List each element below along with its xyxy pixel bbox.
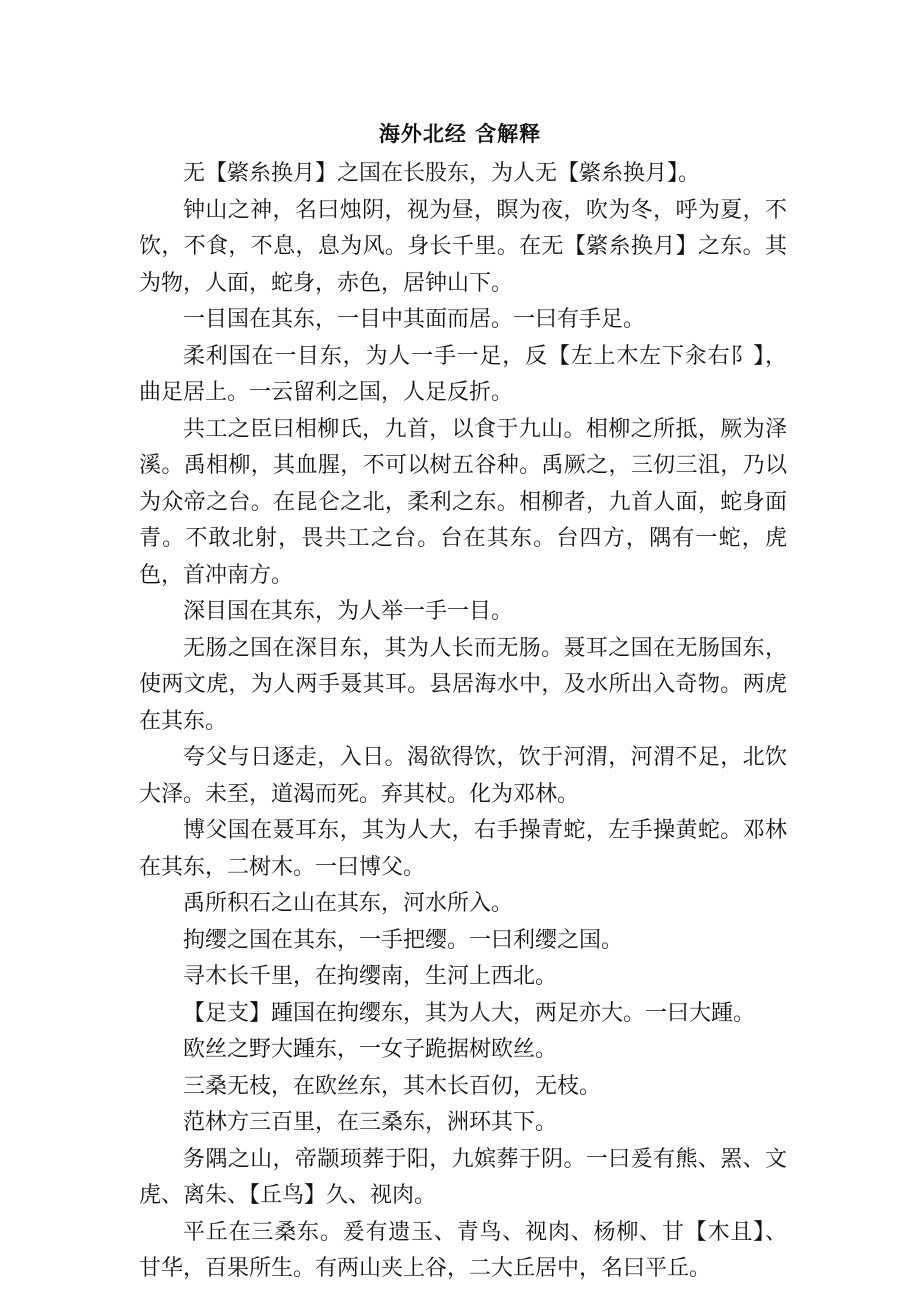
paragraph: 务隅之山，帝颛顼葬于阳，九嫔葬于阴。一曰爰有熊、罴、文虎、离朱、【丘鸟】久、视肉。 [139,1146,787,1208]
paragraph: 禹所积石之山在其东，河水所入。 [183,891,514,916]
paragraph: 平丘在三桑东。爰有遗玉、青鸟、视肉、杨柳、甘【木且】、甘华，百果所生。有两山夹上谷，二大丘居中，名曰平丘。 [139,1219,787,1281]
paragraph: 欧丝之野大踵东，一女子跪据树欧丝。 [183,1037,558,1062]
paragraph: 一目国在其东，一目中其面而居。一曰有手足。 [183,307,646,332]
paragraph: 拘缨之国在其东，一手把缨。一曰利缨之国。 [183,927,624,953]
paragraph: 无【綮糸换月】之国在长股东，为人无【綮糸换月】。 [183,161,701,186]
paragraph: 三桑无枝，在欧丝东，其木长百仞，无枝。 [183,1073,602,1099]
paragraph: 柔利国在一目东，为人一手一足，反【左上木左下汆右阝】，曲足居上。一云留利之国，人足反折。 [139,343,787,405]
paragraph: 钟山之神，名曰烛阴，视为昼，瞑为夜，吹为冬，呼为夏，不饮，不食，不息，息为风。身长千里。在无【綮糸换月】之东。其为物，人面，蛇身，赤色，居钟山下。 [139,197,787,296]
paragraph: 寻木长千里，在拘缨南，生河上西北。 [183,964,558,989]
document-title: 海外北经 含解释 [378,121,542,146]
paragraph: 【足支】踵国在拘缨东，其为人大，两足亦大。一曰大踵。 [183,1000,756,1026]
paragraph: 无肠之国在深目东，其为人长而无肠。聂耳之国在无肠国东，使两文虎，为人两手聂其耳。县居海水中，及水所出入奇物。两虎在其东。 [139,635,787,734]
paragraph: 范林方三百里，在三桑东，洲环其下。 [183,1110,558,1135]
paragraph: 深目国在其东，为人举一手一目。 [183,599,514,624]
paragraph: 共工之臣曰相柳氏，九首，以食于九山。相柳之所抵，厥为泽溪。禹相柳，其血腥，不可以树五谷种。禹厥之，三仞三沮，乃以为众帝之台。在昆仑之北，柔利之东。相柳者，九首人面，蛇身面青。不敢北射，畏共工之台。台在其东。台四方，隅有一蛇，虎色，首冲南方。 [139,416,787,588]
paragraph: 博父国在聂耳东，其为人大，右手操青蛇，左手操黄蛇。邓林在其东，二树木。一曰博父。 [139,818,787,880]
document-body [139,156,787,1288]
paragraph: 夸父与日逐走，入日。渴欲得饮，饮于河渭，河渭不足，北饮大泽。未至，道渴而死。弃其杖。化为邓林。 [139,745,787,807]
